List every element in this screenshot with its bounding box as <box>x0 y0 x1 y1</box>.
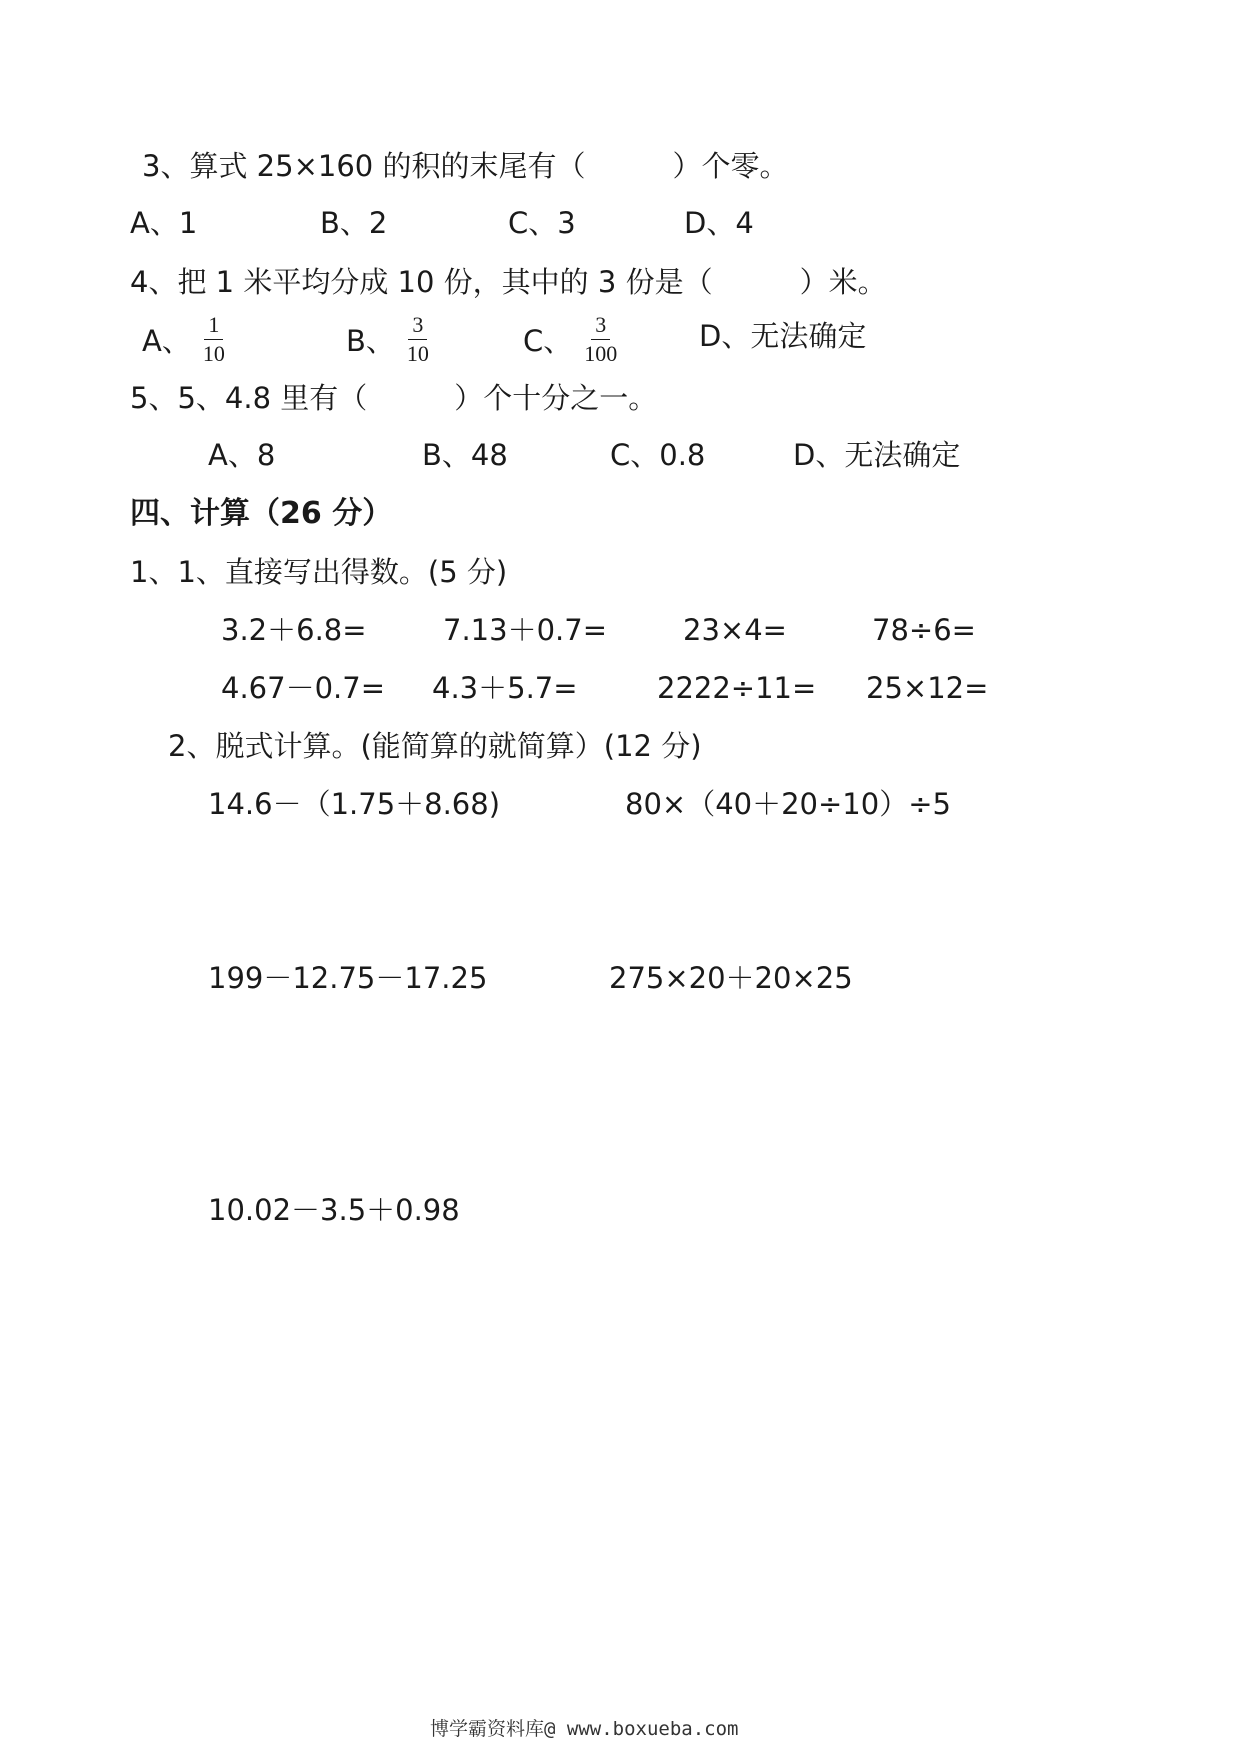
mental-calc-item: 23×4= <box>683 613 787 647</box>
mental-calc-item: 3.2＋6.8= <box>221 613 367 647</box>
step-calc-expression: 275×20＋20×25 <box>609 961 853 995</box>
footer-watermark: 博学霸资料库@ www.boxueba.com <box>430 1718 739 1740</box>
q5-option-b: B、48 <box>422 438 508 472</box>
q4-option-a-label: A、 <box>142 324 191 358</box>
q3-option-c: C、3 <box>508 206 576 240</box>
step-calc-expression: 199－12.75－17.25 <box>208 961 488 995</box>
fraction-numerator: 3 <box>591 313 610 340</box>
step-calc-expression: 14.6－（1.75＋8.68) <box>208 787 501 821</box>
question-4-text: 4、把 1 米平均分成 10 份，其中的 3 份是（ ）米。 <box>130 265 887 299</box>
step-calc-expression: 80×（40＋20÷10）÷5 <box>625 787 951 821</box>
q4-option-c <box>523 313 621 366</box>
fraction-denominator: 100 <box>584 341 618 366</box>
fraction-three-hundredths <box>580 313 621 366</box>
q4-option-b-label: B、 <box>346 324 395 358</box>
section-4-heading: 四、计算（26 分） <box>130 496 393 531</box>
question-5-text: 5、5、4.8 里有（ ）个十分之一。 <box>130 381 658 415</box>
q5-option-a: A、8 <box>208 438 276 472</box>
q4-option-a <box>142 313 229 366</box>
fraction-denominator: 10 <box>202 341 225 366</box>
q5-option-d: D、无法确定 <box>793 438 961 472</box>
question-3-text: 3、算式 25×160 的积的末尾有（ ）个零。 <box>142 149 789 183</box>
fraction-numerator: 1 <box>204 313 223 340</box>
fraction-denominator: 10 <box>406 341 429 366</box>
step-calc-expression: 10.02－3.5＋0.98 <box>208 1193 460 1227</box>
fraction-one-tenth <box>199 313 229 366</box>
mental-calc-item: 4.3＋5.7= <box>432 671 578 705</box>
part-1-title: 1、1、直接写出得数。(5 分) <box>130 555 508 589</box>
q3-option-b: B、2 <box>320 206 388 240</box>
q4-option-c-label: C、 <box>523 324 573 358</box>
q3-option-d: D、4 <box>684 206 754 240</box>
part-2-title: 2、脱式计算。(能简算的就简算）(12 分) <box>168 729 702 763</box>
mental-calc-item: 7.13＋0.7= <box>443 613 607 647</box>
mental-calc-item: 25×12= <box>866 671 989 705</box>
fraction-numerator: 3 <box>408 313 427 340</box>
q4-option-b <box>346 313 433 366</box>
fraction-three-tenths <box>403 313 433 366</box>
mental-calc-item: 4.67－0.7= <box>221 671 385 705</box>
mental-calc-item: 78÷6= <box>872 613 976 647</box>
q5-option-c: C、0.8 <box>610 438 706 472</box>
q4-option-d: D、无法确定 <box>699 319 867 353</box>
mental-calc-item: 2222÷11= <box>657 671 817 705</box>
q3-option-a: A、1 <box>130 206 198 240</box>
